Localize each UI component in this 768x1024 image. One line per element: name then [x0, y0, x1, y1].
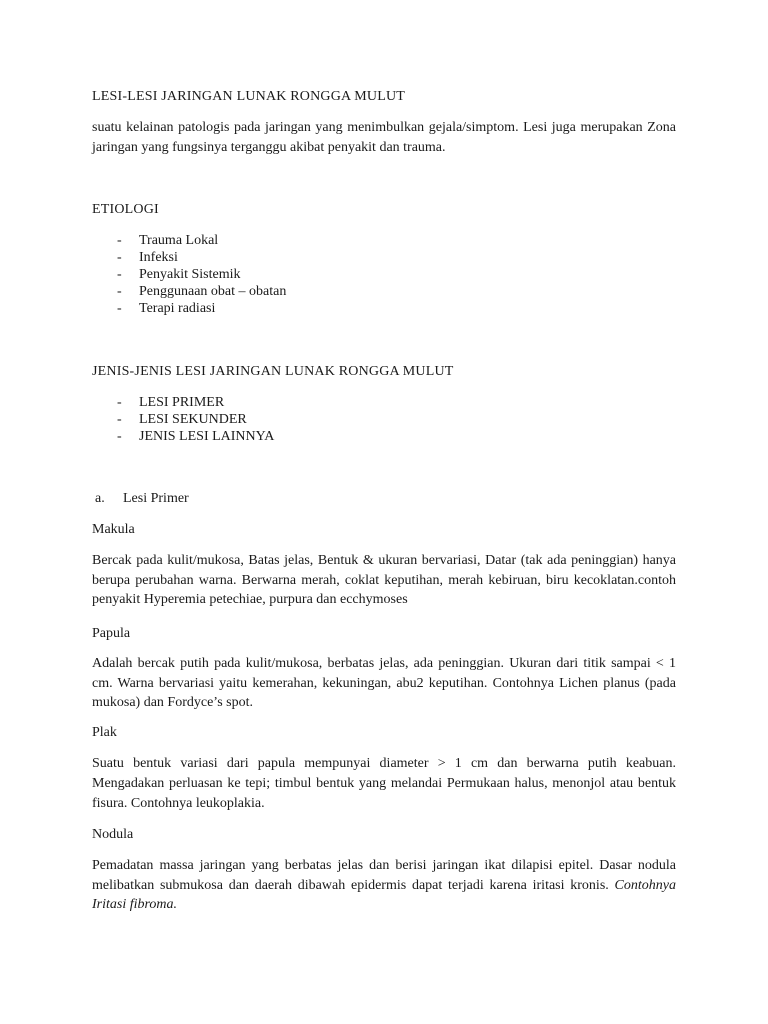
- list-item: [92, 394, 676, 411]
- list-marker: -: [117, 267, 122, 282]
- list-item-label: Penggunaan obat – obatan: [139, 284, 287, 299]
- list-item: [92, 428, 676, 445]
- list-item: [92, 249, 676, 266]
- nodula-heading: Nodula: [92, 827, 134, 842]
- jenis-heading: JENIS-JENIS LESI JARINGAN LUNAK RONGGA MULUT: [92, 364, 454, 379]
- list-marker: -: [117, 301, 122, 316]
- section-marker: a.: [95, 491, 105, 506]
- list-item-label: Trauma Lokal: [139, 233, 219, 248]
- list-item-label: Penyakit Sistemik: [139, 267, 241, 282]
- list-item-label: LESI SEKUNDER: [139, 412, 247, 427]
- list-marker: -: [117, 233, 122, 248]
- list-marker: -: [117, 395, 122, 410]
- nodula-text: Pemadatan massa jaringan yang berbatas jelas dan berisi jaringan ikat dilapisi epitel. Dasar nodula melibatkan submukosa dan daerah dibawah epidermis dapat terjadi karena iritasi kronis.: [92, 858, 676, 893]
- plak-heading: Plak: [92, 725, 117, 740]
- list-item-label: Terapi radiasi: [139, 301, 216, 316]
- lesi-primer-label: Lesi Primer: [123, 491, 189, 506]
- list-item-label: Infeksi: [139, 250, 178, 265]
- nodula-paragraph: [92, 856, 676, 915]
- list-marker: -: [117, 284, 122, 299]
- makula-heading: Makula: [92, 522, 135, 537]
- etiologi-list: [92, 232, 676, 317]
- list-item-label: JENIS LESI LAINNYA: [139, 429, 275, 444]
- list-marker: -: [117, 412, 122, 427]
- list-item: [92, 283, 676, 300]
- list-item: [92, 300, 676, 317]
- papula-paragraph: Adalah bercak putih pada kulit/mukosa, berbatas jelas, ada peninggian. Ukuran dari titik sampai < 1 cm. Warna bervariasi yaitu kemerahan, kekuningan, abu2 keputihan. Contohnya Lichen planus (pada mukosa) dan Fordyce’s spot.: [92, 656, 676, 710]
- document-title: LESI-LESI JARINGAN LUNAK RONGGA MULUT: [92, 89, 406, 104]
- list-marker: -: [117, 429, 122, 444]
- intro-paragraph: suatu kelainan patologis pada jaringan yang menimbulkan gejala/simptom. Lesi juga merupakan Zona jaringan yang fungsinya terganggu akibat penyakit dan trauma.: [92, 120, 676, 155]
- makula-paragraph: Bercak pada kulit/mukosa, Batas jelas, Bentuk & ukuran bervariasi, Datar (tak ada peninggian) hanya berupa perubahan warna. Berwarna merah, coklat keputihan, merah kebiruan, biru kecoklatan.contoh penyakit Hyperemia petechiae, purpura dan ecchymoses: [92, 553, 676, 607]
- jenis-list: [92, 394, 676, 445]
- list-item: [92, 232, 676, 249]
- nodula-example: Contohnya Iritasi fibroma.: [92, 877, 676, 912]
- list-item: [92, 411, 676, 428]
- papula-heading: Papula: [92, 626, 131, 641]
- list-item-label: LESI PRIMER: [139, 395, 225, 410]
- lesi-primer-heading: [92, 490, 676, 508]
- list-marker: -: [117, 250, 122, 265]
- plak-paragraph: Suatu bentuk variasi dari papula mempunyai diameter > 1 cm dan berwarna putih keabuan. Mengadakan perluasan ke tepi; timbul bentuk yang melandai Permukaan halus, menonjol atau bentuk fisura. Contohnya leukoplakia.: [92, 756, 676, 811]
- list-item: [92, 266, 676, 283]
- etiologi-heading: ETIOLOGI: [92, 202, 159, 217]
